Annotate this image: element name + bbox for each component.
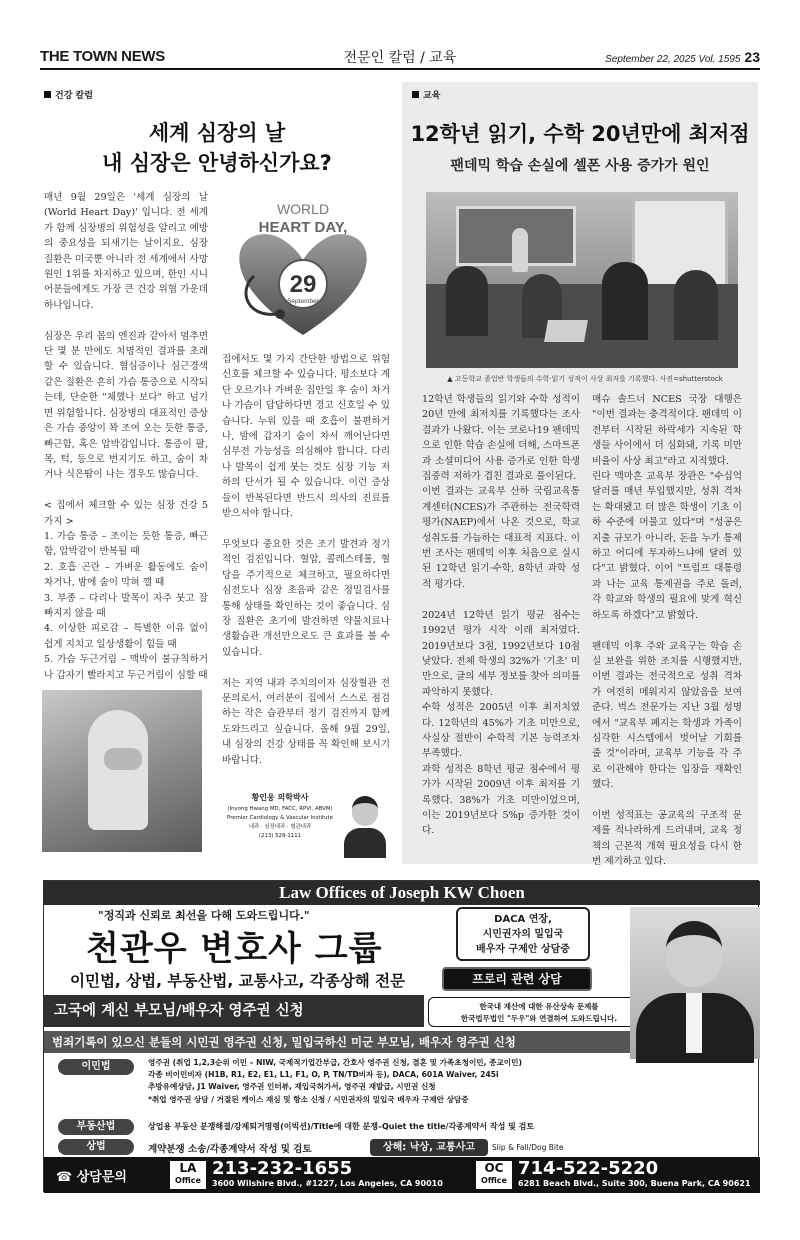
section-label-text: 건강 칼럼 — [55, 91, 93, 101]
ad-daca-box: DACA 연장, 시민권자의 밀입국 배우자 구제안 상담중 — [456, 907, 590, 961]
right-article-col1: 12학년 학생들의 읽기와 수학 성적이 20년 만에 최저치를 기록했다는 조사 결과가 나왔다. 이는 코로나19 팬데믹으로 인한 학습 손실에 더해, 스마트폰과 소셜미디어 사용 증가로 인한 학생 집중력 저하가 겹친 결과로 풀이된다. 이번 결과는 교육부 산하 국립교육통계센터(NCES)가 주관하는 전국학력평가(NAEP)에서 나온 것으로, 학교 성취도를 가늠하는 대표적 지표다. 이번 조사는 팬데믹 이후 처음으로 실시된 12학년 읽기·수학, 8학년 과학 성적 평가다. 2024년 12학년 읽기 평균 점수는 1992년 평가 시작 이래 최저였다. 2019년보다 3점, 1992년보다 10점 낮았다. 전체 학생의 32%가 '기초' 미만으로, 글의 세부 정보를 찾아 의미를 파악하지 못했다. 수학 성적은 2005년 이후 최저치였다. 12학년의 45%가 기초 미만으로, 사실상 절반이 수학적 기본 능력조차 부족했다. 과학 성적은 8학년 평균 점수에서 평가가 시작된 2009년 이후 최저를 기록했다. 38%가 기초 미만이었으며, 이는 2019년보다 5%p 증가한 것이다. — [422, 394, 580, 837]
ad-oc-phone[interactable]: 714-522-5220 — [518, 1158, 659, 1179]
ad-firm-name: 천관우 변호사 그룹 — [86, 929, 383, 969]
ad-attorney-name: 천관우 — [688, 1065, 726, 1080]
square-bullet-icon — [44, 91, 51, 98]
left-article-col2: 집에서도 몇 가지 간단한 방법으로 위험 신호를 체크할 수 있습니다. 평소보다 계단 오르기나 가벼운 집안일 후 숨이 차거나 가슴이 답답하다면 경고 신호일 수 있습니다. 누워 있을 때 호흡이 불편하거나, 밤에 갑자기 숨이 차서 깨어난다면 심부전 가능성을 의심해야 합니다. 다리나 발목이 쉽게 붓는 것도 심장 기능 저하의 단서가 될 수 있습니다. 이런 증상들이 반복된다면 반드시 의사의 진료를 받으셔야 합니다. 무엇보다 중요한 것은 조기 발견과 정기적인 검진입니다. 혈압, 콜레스테롤, 혈당을 주기적으로 체크하고, 필요하다면 심전도나 심장 초음파 같은 정밀검사를 통해 상태를 확인하는 것이 좋습니다. 심장 질환은 초기에 발견하면 약물치료나 생활습관 개선만으로도 큰 효과를 볼 수 있습니다. 저는 지역 내과 주치의이자 심장혈관 전문의로서, 여러분이 집에서 스스로 점검하는 작은 습관부터 정기 검진까지 함께 도와드리고 싶습니다. 올해 9월 29일, 내 심장의 건강 상태를 꼭 확인해 보시기 바랍니다. — [222, 354, 390, 766]
photo-teacher — [512, 228, 528, 272]
ad-oc-badge-top: OC — [484, 1161, 504, 1175]
ad-oc-badge-sub: Office — [481, 1176, 507, 1185]
ad-la-office-badge — [170, 1161, 206, 1189]
ad-practice-areas: 이민법, 상법, 부동산법, 교통사고, 각종상해 전문 — [70, 972, 406, 990]
ad-attorney-info — [604, 1061, 754, 1140]
section-title: 전문인 칼럼 / 교육 — [343, 50, 457, 66]
ad-attorney-cred1: 서울고·연세대·법학박사 — [665, 1081, 754, 1091]
ad-probate-badge: 프로리 관련 상담 — [442, 967, 592, 991]
photo-student-1 — [446, 266, 488, 336]
ad-label-immigration: 이민법 — [58, 1059, 134, 1075]
ad-la-address: 3600 Wilshire Blvd., #1227, Los Angeles, CA 90010 — [212, 1179, 443, 1188]
page-number: 23 — [744, 49, 760, 65]
chest-pain-photo — [42, 690, 202, 852]
author-box — [222, 790, 392, 860]
photo-figure-shirt — [88, 710, 148, 830]
ad-attorney-heading — [604, 1061, 754, 1080]
ad-contact-bar — [44, 1157, 760, 1193]
author-photo — [342, 790, 388, 856]
page-header — [40, 46, 760, 70]
left-headline-line1: 세계 심장의 날 — [148, 121, 286, 145]
photo-caption: ▲ 고등학교 졸업반 학생들의 수학·읽기 성적이 사상 최저를 기록했다. 사진=shutterstock — [447, 375, 723, 383]
ad-la-badge-sub: Office — [175, 1176, 201, 1185]
left-headline-line2: 내 심장은 안녕하신가요? — [102, 151, 332, 175]
phone-icon: ☎ — [56, 1170, 73, 1185]
issue-info — [605, 49, 760, 65]
ad-label-real-estate: 부동산법 — [58, 1119, 134, 1135]
ad-attorney-photo — [630, 907, 760, 1059]
right-article-col2: 매슈 솔드너 NCES 국장 대행은 "이번 결과는 충격적이다. 팬데믹 이전부터 시작된 하락세가 지속된 학생들 사이에서 더 심화돼, 기록 미만 비율이 사상 최고"라고 지적했다. 린다 맥마흔 교육부 장관은 "수십억 달러를 매년 투입했지만, 성취 격차는 확대됐고 더 많은 학생이 기초 이하 수준에 머물고 있다"며 "성공은 지출 규모가 아니라, 돈을 누가 통제하고 어디에 투자하느냐에 달려 있다"고 밝혔다. 이어 "트럼프 대통령과 나는 교육 통제권을 주로 돌려, 각 학교와 학생의 필요에 맞게 혁신하도록 하겠다"고 밝혔다. 팬데믹 이후 주와 교육구는 학습 손실 보완을 위한 조치를 시행했지만, 이번 결과는 전국적으로 성취 격차가 여전히 메워지지 않았음을 보여준다. 벅스 전문가는 지난 3월 성명에서 "교육부 폐지는 학생과 가족이 심각한 시스템에서 벗어날 기회를 줄 것"이라며, 교육부 기능을 각 주로 이관해야 한다는 입장을 재확인했다. 이번 성적표는 공교육의 구조적 문제를 적나라하게 드러내며, 교육 정책의 근본적 개혁 필요성을 다시 한번 제기하고 있다. — [592, 394, 742, 868]
left-headline — [42, 118, 392, 178]
classroom-photo — [426, 192, 738, 368]
photo-window — [632, 198, 728, 288]
law-office-advertisement — [43, 880, 759, 1192]
section-label-health — [44, 88, 93, 101]
ad-oc-address: 6281 Beach Blvd., Suite 300, Buena Park, CA 90621 — [518, 1179, 751, 1188]
square-bullet-icon — [412, 91, 419, 98]
photo-laptop — [544, 320, 588, 342]
photo-student-3 — [602, 262, 648, 340]
photo-figure-hand — [104, 748, 142, 770]
issue-date: September 22, 2025 — [605, 54, 696, 65]
heart-line1: WORLD — [276, 201, 330, 217]
left-article-intro: 매년 9월 29일은 '세계 심장의 날(World Heart Day)' 입니다. 전 세계가 함께 심장병의 위험성을 알리고 예방의 중요성을 되새기는 날이지요. 심장 질환은 미국뿐 아니라 전 세계에서 사망 원인 1위를 차지하고 있으며, 한인 시니어분들에게도 가장 큰 건강 위협 가운데 하나입니다. 심장은 우리 몸의 엔진과 같아서 멈추면 단 몇 분 만에도 치명적인 결과를 초래할 수 있습니다. 협심증이나 심근경색 같은 질환은 흔히 가슴 통증으로 시작되는데, 단순한 "체했나 보다" 하고 넘기면 위험합니다. 심장병의 대표적인 증상은 가슴 중앙이 꽉 조여 오는 듯한 통증, 빠근함, 혹은 압박감입니다. 통증이 팔, 목, 턱, 등으로 번지기도 하고, 숨이 차거나 식은땀이 나는 경우도 많습니다. < 집에서 체크할 수 있는 심장 건강 5가지 > 1. 가슴 통증 – 조이는 듯한 통증, 빠근함, 압박감이 반복될 때 2. 호흡 곤란 – 가벼운 활동에도 숨이 차거나, 밤에 숨이 막혀 깰 때 3. 부종 – 다리나 발목이 자주 붓고 잘 빠지지 않을 때 4. 이상한 피로감 – 특별한 이유 없이 쉽게 지치고 일상생활이 힘들 때 5. 가슴 두근거림 – 맥박이 불규칙하거나 갑자기 빨라지고 두근거림이 심할 때 — [44, 192, 208, 681]
ad-attorney-cred3: 이민 변호사 협회 정회원 — [663, 1105, 754, 1115]
ad-contact-label: 상담문의 — [76, 1170, 127, 1185]
section-label-text: 교육 — [423, 91, 441, 101]
ad-criminal-record-banner: 범죄기록이 있으신 분들의 시민권 영주권 신청, 밀입국하신 미군 부모님, 배우자 영주권 신청 — [44, 1031, 760, 1053]
ad-text-commercial: 계약분쟁 소송/각종계약서 작성 및 검토 — [148, 1144, 312, 1155]
ad-injury-english: Slip & Fall/Dog Bite — [492, 1143, 564, 1152]
author-name: 황인웅 의학박사 — [251, 793, 309, 802]
ad-email[interactable]: josephlaw1224@gmail.com — [616, 1117, 754, 1128]
author-details — [222, 805, 338, 841]
right-subheadline: 팬데믹 학습 손실에 셀폰 사용 증가가 원인 — [450, 158, 710, 174]
author-institute: Premier Cardiology & Vascular Institute — [227, 815, 333, 821]
heart-line2: HEART DAY, — [258, 219, 348, 236]
ad-oc-office-badge — [476, 1161, 512, 1189]
ad-text-immigration: 영주권 (취업 1,2,3순위 이민 – NIW, 국제적기업간부급, 간호사 영주권 신청, 결혼 및 가족초청이민, 종교이민) 각종 비이민비자 (H1B, R1, E2, E1, L1, F1, O, P, TN/TD비자 등), DACA, 601A Waiver, 245i 추방유예상담, J1 Waiver, 영주권 인터뷰, 재입국허가서, 영주권 재발급, 시민권 신청 *취업 영주권 상담 / 거절된 케이스 재심 및 항소 신청 / 시민권자의 밀입국 배우자 구제안 상담중 — [148, 1058, 522, 1104]
publication-name: THE TOWN NEWS — [40, 48, 165, 65]
stethoscope-chestpiece — [275, 309, 285, 319]
ad-banner: Law Offices of Joseph KW Choen — [44, 881, 760, 905]
author-phone: (213) 528-1111 — [258, 833, 302, 839]
heart-day-number: 29 — [289, 271, 317, 298]
ad-slogan: "정직과 신뢰로 최선을 다해 도와드립니다." — [98, 909, 310, 922]
right-headline: 12학년 읽기, 수학 20년만에 최저점 — [410, 122, 750, 146]
ad-label-commercial: 상법 — [58, 1139, 134, 1155]
ad-attorney-title: 변호사 — [730, 1069, 754, 1078]
ad-text-real-estate: 상업용 부동산 분쟁해결/강제퇴거명령(이빅션)/Title에 대한 분쟁–Quiet the title/각종계약서 작성 및 검토 — [148, 1122, 535, 1131]
ad-website[interactable]: https://sopha781.wixsite.com/website-000 — [620, 1131, 754, 1138]
photo-student-4 — [674, 270, 718, 340]
world-heart-day-graphic — [218, 190, 388, 340]
section-label-education — [412, 88, 440, 101]
issue-volume: Vol. 1595 — [698, 54, 741, 65]
heart-month: September — [287, 298, 319, 305]
ad-la-phone[interactable]: 213-232-1655 — [212, 1158, 353, 1179]
ad-green-card-banner: 고국에 계신 부모님/배우자 영주권 신청 — [44, 995, 424, 1027]
ad-attorney-cred2: 가주 변호사 협회 정회원 — [663, 1093, 754, 1103]
ad-la-badge-top: LA — [179, 1161, 197, 1175]
ad-injury-badge: 상해: 낙상, 교통사고 — [370, 1139, 488, 1156]
ad-inheritance-note: 한국내 재산에 대한 유산상속 문제를 한국법무법인 "두우"와 연결하여 도와드립니다. — [428, 997, 650, 1027]
ad-contact-label-wrap — [56, 1166, 127, 1185]
author-creds: (Inyong Hwang MD, FACC, RPVI, ABVM) — [227, 806, 333, 812]
author-dept: 내과 · 심장내과 · 혈관내과 — [248, 824, 312, 830]
